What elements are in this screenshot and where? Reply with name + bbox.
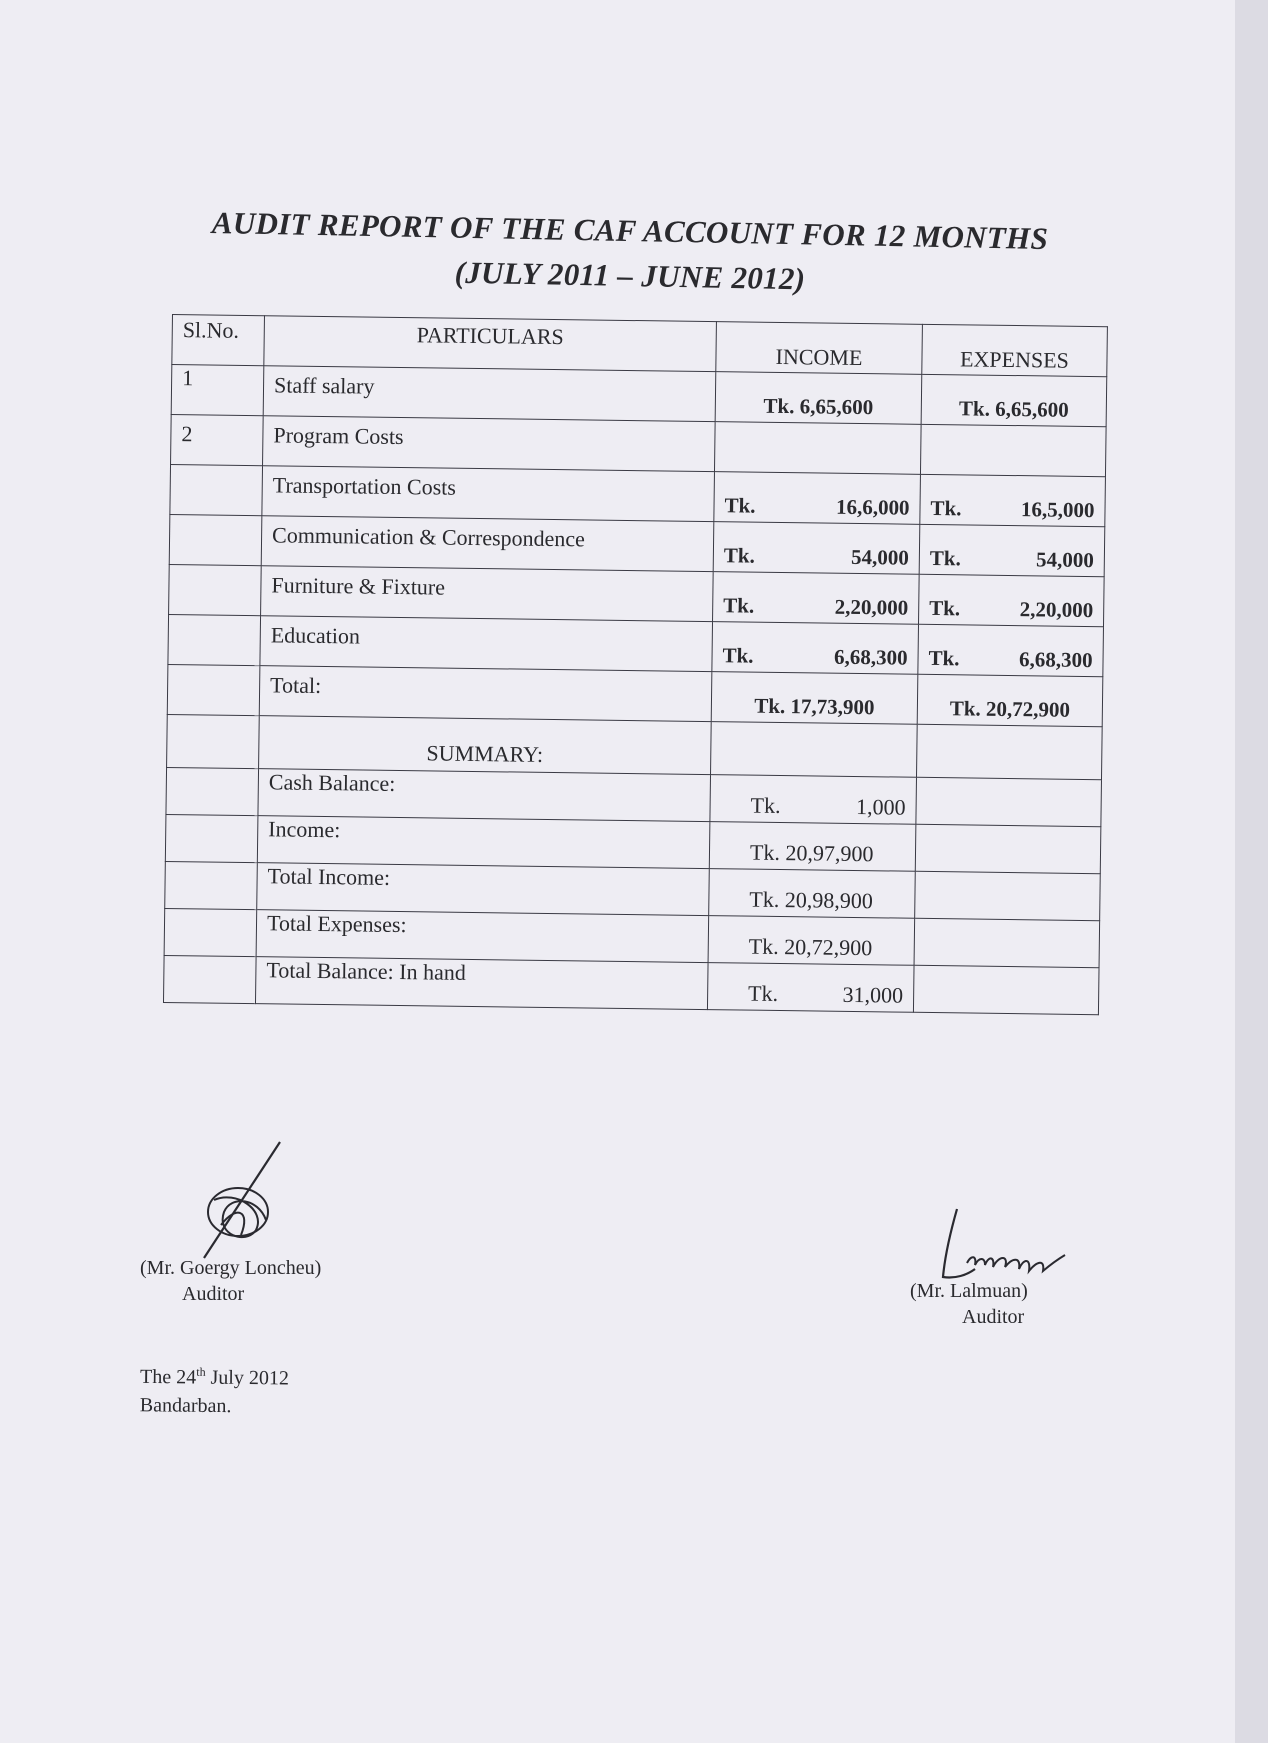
particular-cell: Total:	[259, 666, 712, 722]
page-edge	[1235, 0, 1268, 1743]
amount: 2,20,000	[834, 594, 909, 620]
summary-label: SUMMARY:	[259, 716, 712, 775]
signatory-right-name: (Mr. Lalmuan)	[910, 1280, 1028, 1302]
currency: Tk.	[723, 593, 755, 618]
expenses-cell	[913, 965, 1099, 1014]
income-cell	[711, 722, 918, 778]
amount: 54,000	[1035, 547, 1095, 573]
particular-cell: Staff salary	[263, 366, 716, 422]
income-cell	[713, 572, 920, 625]
income-cell: Tk. 17,73,900	[711, 672, 918, 725]
sl-cell	[168, 614, 261, 665]
amount: 1,000	[855, 793, 906, 820]
sl-cell	[167, 714, 260, 768]
expenses-cell	[915, 824, 1101, 873]
expenses-cell	[915, 871, 1101, 920]
header-expenses: EXPENSES	[922, 324, 1108, 376]
sl-cell	[170, 464, 263, 515]
particular-cell: Transportation Costs	[262, 466, 715, 522]
summary-item-label: Total Income:	[257, 863, 710, 916]
summary-item-label: Total Expenses:	[256, 910, 709, 963]
currency: Tk.	[930, 495, 962, 521]
sl-cell	[164, 908, 257, 956]
amount: 16,5,000	[1020, 497, 1095, 523]
summary-item-label: Cash Balance:	[258, 769, 711, 822]
date-prefix: The 24	[140, 1365, 197, 1389]
currency: Tk.	[723, 543, 755, 568]
currency: Tk.	[929, 595, 961, 621]
income-cell	[712, 622, 919, 675]
signatory-left-role: Auditor	[182, 1283, 245, 1305]
income-cell	[713, 522, 920, 575]
expenses-cell	[919, 574, 1105, 626]
signatory-left	[140, 1255, 321, 1307]
summary-amount: Tk. 20,97,900	[709, 822, 916, 872]
report-title: AUDIT REPORT OF THE CAF ACCOUNT FOR 12 MONTHS	[211, 204, 1049, 257]
expenses-cell	[916, 777, 1102, 826]
sl-cell	[167, 664, 260, 715]
sl-cell	[163, 955, 256, 1003]
header-sl-no: Sl.No.	[172, 315, 265, 366]
audit-table-wrapper	[163, 314, 1107, 1015]
currency: Tk.	[929, 545, 961, 571]
header-income: INCOME	[716, 322, 923, 375]
amount: 16,6,000	[835, 494, 910, 520]
sl-cell: 2	[171, 414, 264, 465]
amount: 6,68,300	[833, 644, 908, 670]
expenses-cell: Tk. 20,72,900	[917, 674, 1103, 726]
sl-cell	[166, 767, 259, 815]
summary-amount: Tk. 20,72,900	[708, 916, 915, 966]
currency: Tk.	[722, 643, 754, 668]
amount: 6,68,300	[1018, 647, 1093, 673]
currency: Tk.	[724, 493, 756, 518]
expenses-cell	[920, 424, 1106, 476]
amount: 2,20,000	[1019, 597, 1094, 623]
currency: Tk.	[750, 792, 781, 819]
signatory-left-name: (Mr. Goergy Loncheu)	[140, 1257, 322, 1279]
date-suffix: th	[196, 1364, 206, 1379]
report-period: (JULY 2011 – JUNE 2012)	[454, 254, 806, 297]
sl-cell	[165, 814, 258, 862]
expenses-cell	[920, 474, 1106, 526]
audit-table	[163, 314, 1108, 1015]
expenses-cell	[914, 918, 1100, 967]
report-place: Bandarban.	[139, 1393, 232, 1417]
expenses-cell	[916, 724, 1102, 779]
income-cell	[714, 422, 921, 475]
expenses-cell	[918, 624, 1104, 676]
report-date	[140, 1357, 289, 1392]
sl-cell	[169, 564, 262, 615]
summary-amount	[710, 775, 917, 825]
header-particulars: PARTICULARS	[264, 316, 717, 372]
currency: Tk.	[747, 980, 779, 1006]
expenses-cell	[919, 524, 1105, 576]
summary-item-label: Total Balance: In hand	[255, 957, 708, 1010]
income-cell	[714, 472, 921, 525]
particular-cell: Communication & Correspondence	[261, 516, 714, 572]
date-place-block	[140, 1357, 289, 1420]
signatory-right	[910, 1278, 1028, 1330]
amount: 54,000	[850, 544, 910, 570]
sl-cell	[165, 861, 258, 909]
summary-amount	[707, 963, 914, 1013]
sl-cell	[169, 514, 262, 565]
sl-cell: 1	[171, 365, 264, 416]
expenses-cell: Tk. 6,65,600	[921, 374, 1107, 426]
amount: 31,000	[842, 981, 904, 1008]
signature-left-mark	[196, 1140, 296, 1260]
particular-cell: Program Costs	[263, 416, 716, 472]
summary-amount: Tk. 20,98,900	[709, 869, 916, 919]
particular-cell: Furniture & Fixture	[261, 566, 714, 622]
summary-item-label: Income:	[257, 816, 710, 869]
date-rest: July 2012	[205, 1366, 290, 1390]
income-cell: Tk. 6,65,600	[715, 372, 922, 425]
currency: Tk.	[928, 645, 960, 671]
signatory-right-role: Auditor	[962, 1306, 1025, 1328]
particular-cell: Education	[260, 616, 713, 672]
